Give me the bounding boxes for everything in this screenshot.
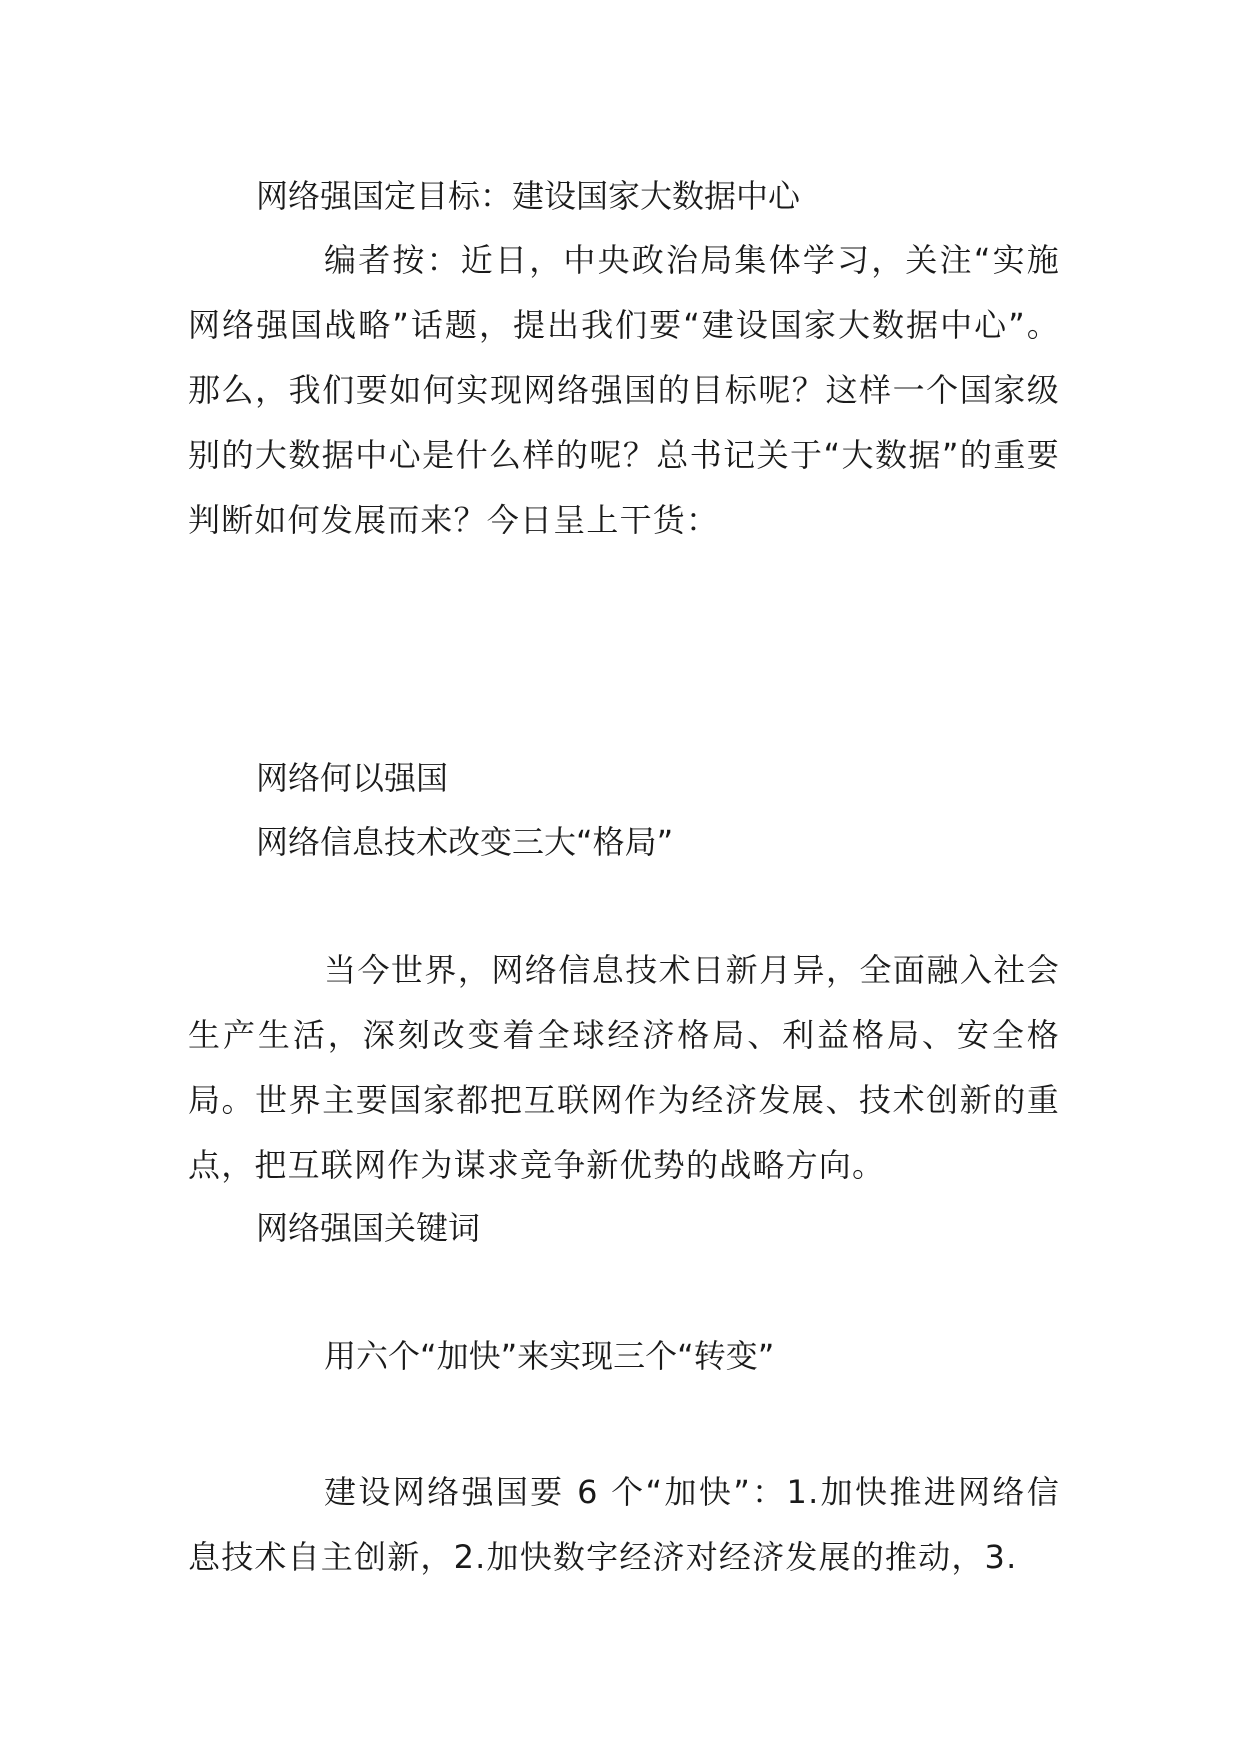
editor-note-paragraph: 编者按：近日，中央政治局集体学习，关注“实施网络强国战略”话题，提出我们要“建设国家大数据中心”。那么，我们要如何实现网络强国的目标呢？这样一个国家级别的大数据中心是什么样的呢？总书记关于“大数据”的重要判断如何发展而来？今日呈上干货：: [188, 241, 1060, 539]
section-heading-network-power: 网络何以强国: [256, 759, 449, 797]
body-paragraph-world-context: 当今世界，网络信息技术日新月异，全面融入社会生产生活，深刻改变着全球经济格局、利益格局、安全格局。世界主要国家都把互联网作为经济发展、技术创新的重点，把互联网作为谋求竞争新优势的战略方向。: [188, 951, 1060, 1184]
section-heading-keywords: 网络强国关键词: [256, 1209, 481, 1247]
section-heading-six-accelerations: 用六个“加快”来实现三个“转变”: [324, 1337, 775, 1375]
document-title: 网络强国定目标：建设国家大数据中心: [256, 177, 801, 215]
body-paragraph-six-accelerations: 建设网络强国要 6 个“加快”：1.加快推进网络信息技术自主创新，2.加快数字经济对经济发展的推动，3.: [188, 1473, 1060, 1576]
section-heading-three-patterns: 网络信息技术改变三大“格局”: [256, 823, 674, 861]
